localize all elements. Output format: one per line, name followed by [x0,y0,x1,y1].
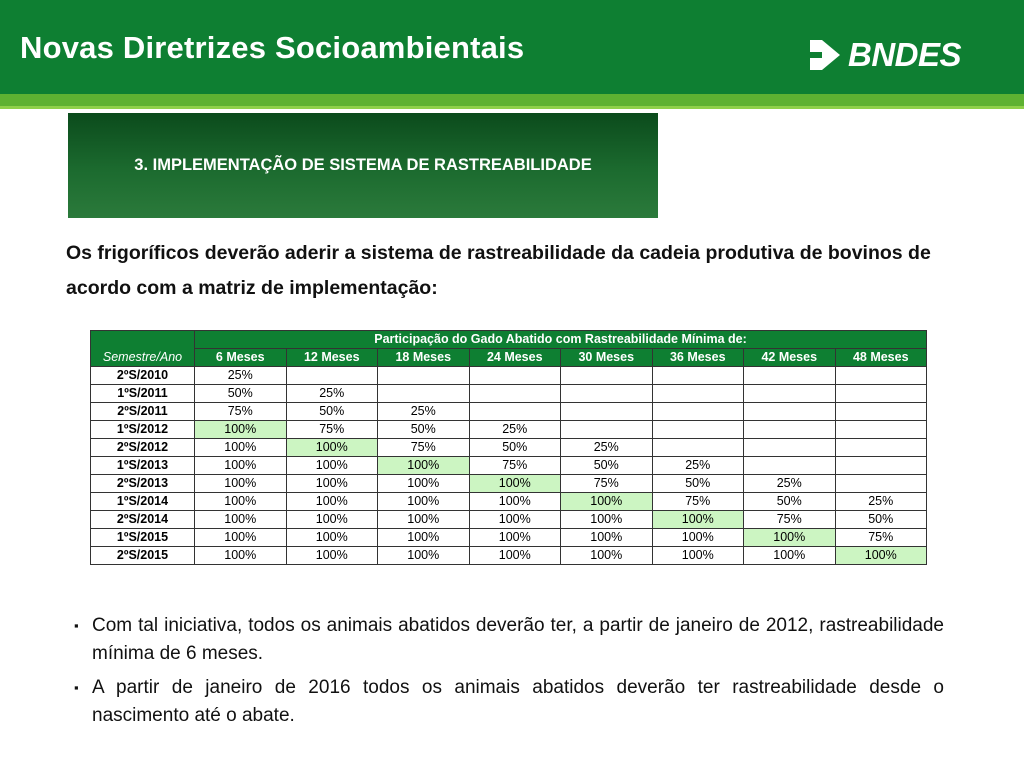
table-cell [744,421,836,439]
row-label: 2ºS/2013 [91,475,195,493]
table-cell: 100% [195,493,287,511]
square-bullet-icon: ▪ [74,680,79,695]
table-cell: 75% [835,529,927,547]
table-cell: 100% [469,475,561,493]
table-cell: 25% [744,475,836,493]
table-cell: 50% [469,439,561,457]
table-cell: 100% [378,511,470,529]
table-cell: 25% [835,493,927,511]
bullet-text: A partir de janeiro de 2016 todos os animais abatidos deverão ter rastreabilidade desde o nascimento até o abate. [92,677,944,726]
column-header: 12 Meses [286,349,378,367]
bullet-item [74,674,944,730]
table-cell: 75% [195,403,287,421]
table-cell: 100% [744,529,836,547]
table-cell: 100% [652,547,744,565]
bullet-item [74,612,944,668]
table-cell [744,439,836,457]
row-label: 1ºS/2015 [91,529,195,547]
table-cell: 50% [652,475,744,493]
header-bar [0,0,1024,94]
table-cell [652,403,744,421]
table-cell: 25% [469,421,561,439]
column-header: 36 Meses [652,349,744,367]
table-cell: 50% [286,403,378,421]
table-cell: 100% [286,547,378,565]
table-cell: 25% [561,439,653,457]
bullet-text: Com tal iniciativa, todos os animais abatidos deverão ter, a partir de janeiro de 2012, rastreabilidade mínima de 6 meses. [92,615,944,664]
column-header: 24 Meses [469,349,561,367]
table-cell: 100% [561,547,653,565]
column-header: 18 Meses [378,349,470,367]
row-label: 1ºS/2014 [91,493,195,511]
table-row [91,403,927,421]
logo-text: BNDES [848,36,962,73]
table-cell: 100% [561,511,653,529]
table-cell [744,385,836,403]
table-cell: 75% [378,439,470,457]
table-cell [835,457,927,475]
row-label: 2ºS/2012 [91,439,195,457]
table-cell: 50% [195,385,287,403]
table-cell [835,421,927,439]
table-cell [469,367,561,385]
table-cell [744,457,836,475]
row-label: 1ºS/2013 [91,457,195,475]
table-cell [561,367,653,385]
table-cell [286,367,378,385]
table-cell: 100% [378,493,470,511]
table-cell: 100% [652,529,744,547]
bndes-logo-icon [808,38,842,72]
table-cell [835,403,927,421]
table-cell [378,367,470,385]
table-cell: 100% [469,529,561,547]
table-cell: 100% [561,493,653,511]
table-cell [744,403,836,421]
table-row [91,457,927,475]
column-header: 42 Meses [744,349,836,367]
table-cell: 100% [195,457,287,475]
section-title-box [68,113,658,218]
table-cell: 100% [286,439,378,457]
table-row [91,421,927,439]
table-cell [652,421,744,439]
column-header: 48 Meses [835,349,927,367]
table-row [91,547,927,565]
table-cell: 25% [286,385,378,403]
table-cell: 75% [652,493,744,511]
table-row [91,493,927,511]
square-bullet-icon: ▪ [74,618,79,633]
table-cell [835,385,927,403]
table-cell [469,385,561,403]
table-cell: 25% [195,367,287,385]
table-cell: 100% [469,547,561,565]
table-cell: 100% [195,547,287,565]
table-row [91,367,927,385]
column-header: 6 Meses [195,349,287,367]
table-cell [835,439,927,457]
table-cell: 25% [652,457,744,475]
header-stripe-highlight [0,106,1024,109]
table-row [91,529,927,547]
bullet-list [74,612,944,736]
table-cell [652,367,744,385]
table-cell: 100% [195,421,287,439]
table-cell [835,367,927,385]
table-row [91,385,927,403]
table-cell: 50% [561,457,653,475]
table-cell [561,421,653,439]
table-cell: 100% [469,511,561,529]
table-cell: 50% [744,493,836,511]
table-cell: 100% [286,529,378,547]
table-cell: 100% [195,475,287,493]
table-cell: 25% [378,403,470,421]
table-cell: 100% [835,547,927,565]
row-label: 2ºS/2011 [91,403,195,421]
table-cell [561,385,653,403]
table-cell: 100% [286,511,378,529]
table-cell: 100% [378,547,470,565]
table-cell [835,475,927,493]
corner-header: Semestre/Ano [91,331,195,367]
implementation-matrix-table [90,330,927,565]
table-row [91,439,927,457]
table-cell: 100% [744,547,836,565]
table-cell: 50% [835,511,927,529]
table-cell: 100% [378,529,470,547]
row-label: 1ºS/2012 [91,421,195,439]
column-header-row [91,349,927,367]
table-cell [652,439,744,457]
row-label: 1ºS/2011 [91,385,195,403]
section-title: 3. IMPLEMENTAÇÃO DE SISTEMA DE RASTREABILIDADE [134,156,592,174]
table-cell [378,385,470,403]
table-cell: 75% [561,475,653,493]
intro-paragraph: Os frigoríficos deverão aderir a sistema de rastreabilidade da cadeia produtiva de bovinos de acordo com a matriz de implementação: [66,242,931,299]
row-label: 2ºS/2010 [91,367,195,385]
table-cell: 100% [378,475,470,493]
row-label: 2ºS/2014 [91,511,195,529]
table-body [91,367,927,565]
table-cell: 100% [378,457,470,475]
table-row [91,511,927,529]
table-cell [469,403,561,421]
span-header: Participação do Gado Abatido com Rastreabilidade Mínima de: [195,331,927,349]
table-cell: 100% [195,529,287,547]
table-cell: 100% [561,529,653,547]
table-cell [652,385,744,403]
table-cell: 75% [469,457,561,475]
bndes-logo [808,38,968,74]
table-cell [561,403,653,421]
row-label: 2ºS/2015 [91,547,195,565]
table-cell: 75% [286,421,378,439]
table-cell: 75% [744,511,836,529]
table-cell: 50% [378,421,470,439]
table-cell: 100% [195,511,287,529]
table-cell [744,367,836,385]
table-cell: 100% [286,457,378,475]
table-cell: 100% [652,511,744,529]
column-header: 30 Meses [561,349,653,367]
table-cell: 100% [469,493,561,511]
table-row [91,475,927,493]
table-cell: 100% [195,439,287,457]
table-cell: 100% [286,493,378,511]
page-title: Novas Diretrizes Socioambientais [20,30,525,65]
table-cell: 100% [286,475,378,493]
